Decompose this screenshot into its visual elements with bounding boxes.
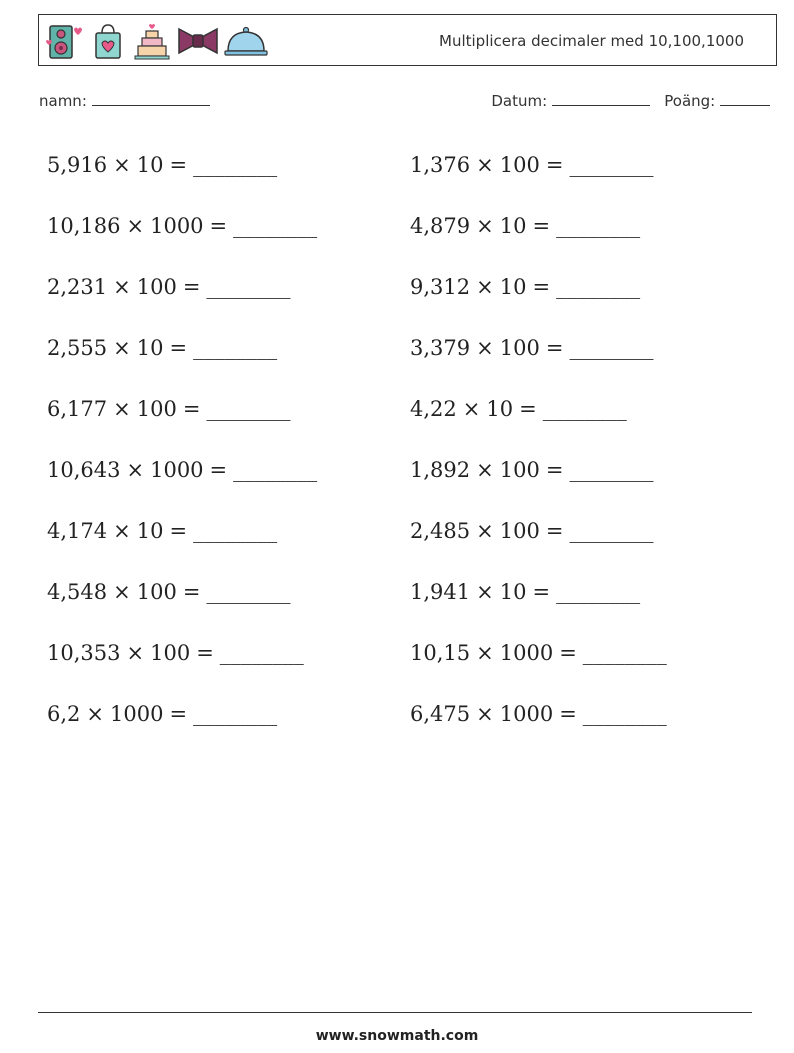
answer-blank[interactable]: ________	[193, 702, 278, 726]
answer-blank[interactable]: ________	[569, 458, 654, 482]
name-field	[39, 92, 210, 110]
answer-blank[interactable]: ________	[569, 336, 654, 360]
problem-item	[47, 396, 290, 422]
answer-blank[interactable]: ________	[582, 702, 667, 726]
answer-blank[interactable]: ________	[206, 275, 291, 299]
problem-item	[47, 274, 290, 300]
problem-item	[410, 701, 667, 727]
equals-sign: =	[169, 519, 188, 543]
score-label: Poäng:	[664, 92, 716, 110]
times-sign: ×	[126, 458, 145, 482]
factor-b: 10	[486, 397, 514, 421]
times-sign: ×	[86, 702, 105, 726]
speaker-icon	[44, 21, 84, 61]
food-cloche-icon	[224, 21, 268, 61]
equals-sign: =	[196, 641, 214, 665]
problem-item	[47, 457, 317, 483]
factor-a: 4,548	[47, 580, 108, 604]
problem-item	[47, 640, 304, 666]
answer-blank[interactable]: ________	[193, 519, 278, 543]
times-sign: ×	[476, 153, 494, 177]
answer-blank[interactable]: ________	[556, 580, 641, 604]
factor-a: 2,231	[47, 275, 108, 299]
factor-a: 4,879	[410, 214, 471, 238]
equals-sign: =	[169, 702, 188, 726]
factor-b: 1000	[150, 214, 204, 238]
problem-item	[410, 457, 653, 483]
answer-blank[interactable]: ________	[219, 641, 304, 665]
date-label: Datum:	[491, 92, 548, 110]
times-sign: ×	[476, 580, 494, 604]
times-sign: ×	[476, 641, 494, 665]
worksheet-header	[38, 14, 777, 66]
equals-sign: =	[182, 397, 201, 421]
problem-item	[47, 335, 277, 361]
factor-b: 1000	[150, 458, 204, 482]
factor-b: 10	[136, 519, 164, 543]
answer-blank[interactable]: ________	[556, 214, 641, 238]
answer-blank[interactable]: ________	[233, 214, 318, 238]
factor-b: 10	[499, 275, 527, 299]
problem-item	[47, 701, 277, 727]
factor-a: 1,892	[410, 458, 471, 482]
factor-b: 100	[499, 153, 540, 177]
equals-sign: =	[532, 214, 551, 238]
times-sign: ×	[113, 397, 131, 421]
answer-blank[interactable]: ________	[206, 397, 291, 421]
equals-sign: =	[169, 336, 188, 360]
factor-b: 100	[499, 336, 540, 360]
bow-tie-icon	[176, 21, 220, 61]
times-sign: ×	[476, 702, 494, 726]
problem-item	[410, 274, 640, 300]
footer-site: www.snowmath.com	[315, 1028, 479, 1044]
factor-b: 10	[499, 214, 527, 238]
factor-b: 100	[499, 519, 540, 543]
answer-blank[interactable]: ________	[193, 153, 278, 177]
wedding-cake-icon	[132, 21, 172, 61]
factor-a: 3,379	[410, 336, 471, 360]
times-sign: ×	[126, 641, 145, 665]
times-sign: ×	[113, 153, 131, 177]
name-blank[interactable]	[92, 93, 210, 106]
factor-a: 1,376	[410, 153, 471, 177]
answer-blank[interactable]: ________	[569, 519, 654, 543]
factor-a: 4,22	[410, 397, 457, 421]
times-sign: ×	[476, 458, 494, 482]
equals-sign: =	[559, 641, 577, 665]
times-sign: ×	[113, 275, 131, 299]
times-sign: ×	[476, 275, 494, 299]
gift-bag-icon	[88, 21, 128, 61]
times-sign: ×	[113, 336, 131, 360]
date-blank[interactable]	[552, 93, 650, 106]
problem-item	[410, 640, 667, 666]
problem-item	[410, 579, 640, 605]
answer-blank[interactable]: ________	[556, 275, 641, 299]
problem-item	[410, 213, 640, 239]
footer-divider	[38, 1012, 752, 1013]
equals-sign: =	[209, 214, 228, 238]
factor-a: 9,312	[410, 275, 471, 299]
factor-b: 100	[136, 397, 177, 421]
times-sign: ×	[126, 214, 145, 238]
factor-b: 100	[150, 641, 191, 665]
factor-a: 1,941	[410, 580, 471, 604]
equals-sign: =	[545, 153, 564, 177]
times-sign: ×	[462, 397, 481, 421]
factor-b: 10	[136, 153, 164, 177]
equals-sign: =	[182, 275, 201, 299]
factor-b: 100	[499, 458, 540, 482]
factor-a: 6,475	[410, 702, 471, 726]
factor-a: 10,186	[47, 214, 121, 238]
factor-b: 1000	[499, 641, 554, 665]
equals-sign: =	[182, 580, 201, 604]
factor-a: 5,916	[47, 153, 108, 177]
times-sign: ×	[476, 336, 494, 360]
problem-item	[410, 335, 653, 361]
score-blank[interactable]	[720, 93, 770, 106]
problem-item	[47, 579, 290, 605]
factor-b: 10	[499, 580, 527, 604]
factor-a: 10,15	[410, 641, 471, 665]
problem-item	[47, 213, 317, 239]
times-sign: ×	[476, 519, 494, 543]
factor-b: 100	[136, 580, 177, 604]
factor-a: 6,177	[47, 397, 108, 421]
answer-blank[interactable]: ________	[193, 336, 278, 360]
problem-item	[47, 518, 277, 544]
name-label: namn:	[39, 92, 87, 110]
times-sign: ×	[113, 580, 131, 604]
problem-item	[410, 518, 653, 544]
equals-sign: =	[532, 580, 551, 604]
equals-sign: =	[545, 458, 564, 482]
equals-sign: =	[169, 153, 188, 177]
worksheet-title: Multiplicera decimaler med 10,100,1000	[439, 32, 744, 50]
factor-b: 100	[136, 275, 177, 299]
date-score-fields	[491, 92, 770, 110]
factor-b: 1000	[499, 702, 554, 726]
equals-sign: =	[209, 458, 228, 482]
equals-sign: =	[519, 397, 537, 421]
factor-a: 2,555	[47, 336, 108, 360]
times-sign: ×	[476, 214, 494, 238]
answer-blank[interactable]: ________	[542, 397, 627, 421]
equals-sign: =	[559, 702, 577, 726]
answer-blank[interactable]: ________	[233, 458, 318, 482]
factor-b: 10	[136, 336, 164, 360]
factor-a: 2,485	[410, 519, 471, 543]
factor-a: 10,643	[47, 458, 121, 482]
equals-sign: =	[545, 519, 564, 543]
answer-blank[interactable]: ________	[569, 153, 654, 177]
problem-item	[410, 152, 653, 178]
header-icons	[44, 19, 268, 63]
problem-item	[410, 396, 627, 422]
equals-sign: =	[545, 336, 564, 360]
factor-a: 4,174	[47, 519, 108, 543]
factor-a: 6,2	[47, 702, 81, 726]
answer-blank[interactable]: ________	[206, 580, 291, 604]
equals-sign: =	[532, 275, 551, 299]
factor-a: 10,353	[47, 641, 121, 665]
problem-item	[47, 152, 277, 178]
times-sign: ×	[113, 519, 131, 543]
factor-b: 1000	[110, 702, 164, 726]
answer-blank[interactable]: ________	[582, 641, 667, 665]
